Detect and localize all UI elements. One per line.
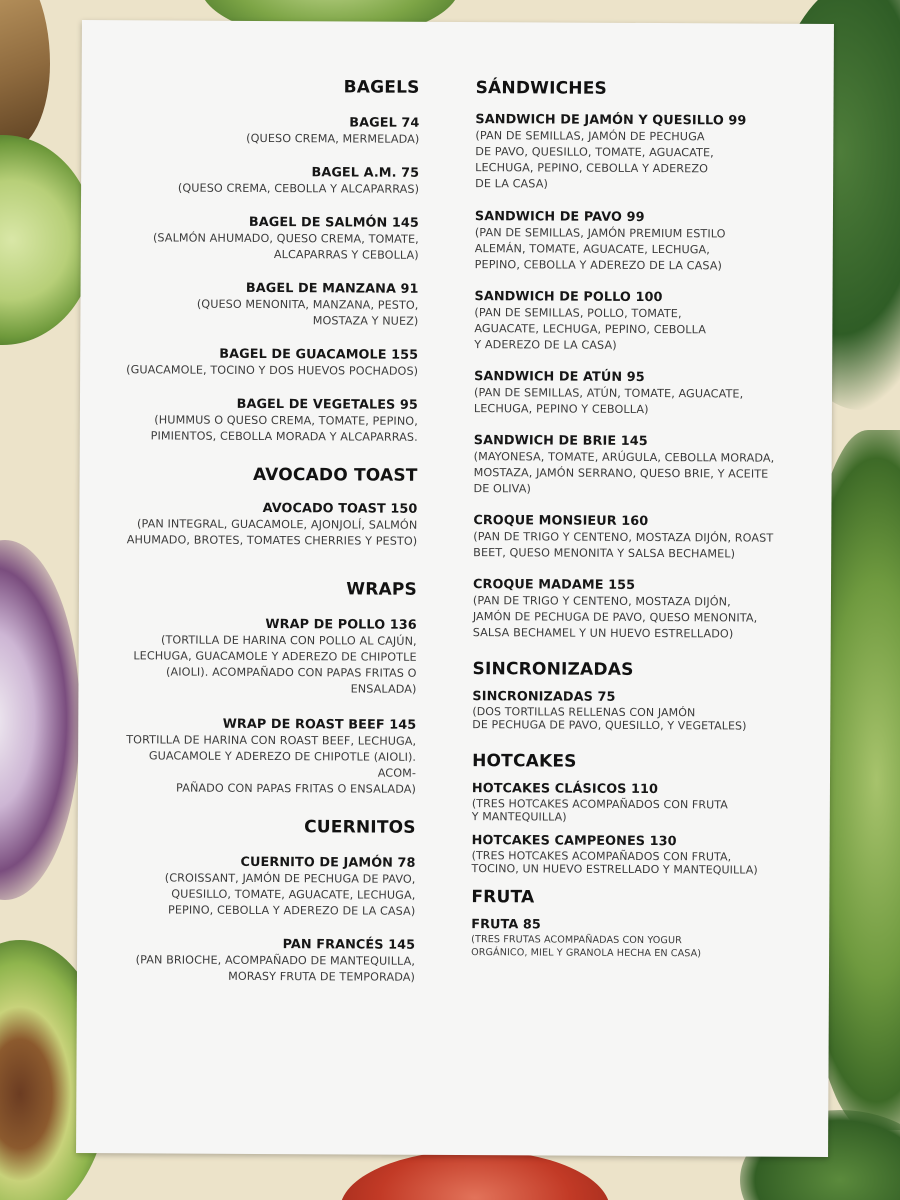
- menu-item-description: (GUACAMOLE, TOCINO Y DOS HUEVOS POCHADOS): [126, 363, 419, 378]
- menu-item: [117, 500, 417, 550]
- menu-item-name: HOTCAKES CLÁSICOS 110: [471, 781, 659, 798]
- menu-item-description: (PAN DE SEMILLAS, POLLO, TOMATE, AGUACATE, LECHUGA, PEPINO, CEBOLLA Y ADEREZO DE LA CASA): [474, 306, 707, 352]
- menu-item-name: BAGEL DE GUACAMOLE 155: [219, 346, 419, 363]
- menu-item: [118, 280, 418, 330]
- menu-item-name: WRAP DE POLLO 136: [265, 617, 417, 633]
- menu-item-name: BAGEL 74: [349, 115, 420, 131]
- menu-item: [473, 433, 803, 499]
- menu-item-description: (TORTILLA DE HARINA CON POLLO AL CAJÚN, LECHUGA, GUACAMOLE Y ADEREZO DE CHIPOTLE (AIOLI). ACOMPAÑADO CON PAPAS FRITAS O ENSALADA): [133, 633, 417, 696]
- tomato-illustration: [340, 1150, 610, 1200]
- menu-item: [472, 781, 802, 825]
- menu-item-name: SINCRONIZADAS 75: [472, 689, 616, 705]
- menu-item-description: (PAN BRIOCHE, ACOMPAÑADO DE MANTEQUILLA, MORASY FRUTA DE TEMPORADA): [135, 953, 416, 984]
- menu-item-description: (QUESO CREMA, CEBOLLA Y ALCAPARRAS): [177, 181, 420, 196]
- menu-item-name: SANDWICH DE ATÚN 95: [474, 369, 645, 385]
- red-onion-illustration: [0, 540, 80, 900]
- menu-item-description: (CROISSANT, JAMÓN DE PECHUGA DE PAVO, QUESILLO, TOMATE, AGUACATE, LECHUGA, PEPINO, CEBOLLA Y ADEREZO DE LA CASA): [164, 871, 416, 918]
- section-title-sincronizadas: SINCRONIZADAS: [472, 659, 634, 680]
- menu-item-name: SANDWICH DE JAMÓN Y QUESILLO 99: [475, 112, 747, 129]
- menu-item: [473, 513, 803, 563]
- menu-item-name: SANDWICH DE BRIE 145: [473, 433, 648, 450]
- menu-right-column: [471, 78, 806, 961]
- menu-item: [473, 577, 803, 643]
- menu-item: [118, 346, 418, 380]
- menu-item-name: CROQUE MADAME 155: [472, 577, 636, 593]
- menu-item-description: (PAN DE SEMILLAS, JAMÓN PREMIUM ESTILO ALEMÁN, TOMATE, AGUACATE, LECHUGA, PEPINO, CEBOLLA Y ADEREZO DE LA CASA): [474, 226, 726, 273]
- menu-item: [119, 164, 419, 198]
- menu-item-name: BAGEL A.M. 75: [311, 165, 420, 181]
- menu-item-description: (PAN DE SEMILLAS, JAMÓN DE PECHUGA DE PAVO, QUESILLO, TOMATE, AGUACATE, LECHUGA, PEPINO, CEBOLLA Y ADEREZO DE LA CASA): [475, 129, 714, 191]
- menu-item-name: WRAP DE ROAST BEEF 145: [222, 716, 417, 733]
- menu-item-name: FRUTA 85: [471, 917, 541, 933]
- menu-item: [471, 833, 801, 877]
- menu-item-description: (PAN DE SEMILLAS, ATÚN, TOMATE, AGUACATE, LECHUGA, PEPINO Y CEBOLLA): [473, 386, 744, 417]
- menu-item: [475, 209, 805, 275]
- menu-item-name: BAGEL DE MANZANA 91: [245, 280, 419, 297]
- menu-item-name: BAGEL DE VEGETALES 95: [236, 396, 418, 413]
- menu-item-description: (QUESO MENONITA, MANZANA, PESTO, MOSTAZA Y NUEZ): [196, 297, 419, 328]
- menu-item-description: (QUESO CREMA, MERMELADA): [246, 131, 420, 146]
- menu-item: [118, 396, 418, 446]
- menu-item: [475, 112, 805, 194]
- menu-item-description: (TRES HOTCAKES ACOMPAÑADOS CON FRUTA Y MANTEQUILLA): [471, 797, 728, 824]
- menu-item-description: TORTILLA DE HARINA CON ROAST BEEF, LECHUGA, GUACAMOLE Y ADEREZO DE CHIPOTLE (AIOLI). ACOM- PAÑADO CON PAPAS FRITAS O ENSALADA): [126, 733, 417, 796]
- menu-item-name: BAGEL DE SALMÓN 145: [248, 214, 419, 231]
- menu-item-description: (PAN DE TRIGO Y CENTENO, MOSTAZA DIJÓN, JAMÓN DE PECHUGA DE PAVO, QUESO MENONITA, SALSA BECHAMEL Y UN HUEVO ESTRELLADO): [472, 594, 758, 641]
- menu-item-description: (PAN DE TRIGO Y CENTENO, MOSTAZA DIJÓN, ROAST BEET, QUESO MENONITA Y SALSA BECHAMEL): [473, 530, 774, 561]
- menu-item-name: PAN FRANCÉS 145: [282, 937, 416, 953]
- menu-item: [474, 289, 804, 355]
- menu-item-description: (TRES HOTCAKES ACOMPAÑADOS CON FRUTA, TOCINO, UN HUEVO ESTRELLADO Y MANTEQUILLA): [471, 849, 758, 877]
- menu-item: [119, 114, 419, 148]
- menu-item: [119, 214, 419, 264]
- menu-item-description: (PAN INTEGRAL, GUACAMOLE, AJONJOLÍ, SALMÓN AHUMADO, BROTES, TOMATES CHERRIES Y PESTO): [126, 517, 418, 548]
- section-title-fruta: FRUTA: [471, 887, 535, 908]
- menu-page: [76, 20, 834, 1157]
- menu-item: [116, 716, 416, 798]
- section-title-sandwiches: SÁNDWICHES: [475, 78, 608, 99]
- menu-item-name: AVOCADO TOAST 150: [262, 500, 418, 517]
- menu-item: [115, 936, 415, 986]
- menu-item-description: (SALMÓN AHUMADO, QUESO CREMA, TOMATE, ALCAPARRAS Y CEBOLLA): [152, 231, 419, 262]
- menu-item-name: CUERNITO DE JAMÓN 78: [240, 854, 416, 871]
- menu-item-name: SANDWICH DE PAVO 99: [474, 209, 645, 225]
- menu-item: [115, 854, 415, 920]
- menu-item: [472, 689, 802, 733]
- section-title-avocado-toast: AVOCADO TOAST: [252, 464, 418, 486]
- menu-left-column: [115, 76, 420, 986]
- menu-item-description: (HUMMUS O QUESO CREMA, TOMATE, PEPINO, PIMIENTOS, CEBOLLA MORADA Y ALCAPARRAS.: [150, 413, 418, 444]
- bread-illustration: [0, 0, 50, 150]
- section-title-cuernitos: CUERNITOS: [304, 817, 416, 838]
- menu-item-name: HOTCAKES CAMPEONES 130: [471, 833, 677, 850]
- section-title-bagels: BAGELS: [343, 77, 420, 98]
- menu-item: [471, 917, 801, 961]
- menu-item: [474, 369, 804, 419]
- menu-item-description: (TRES FRUTAS ACOMPAÑADAS CON YOGUR ORGÁNICO, MIEL Y GRANOLA HECHA EN CASA): [471, 934, 702, 960]
- menu-item-name: CROQUE MONSIEUR 160: [473, 513, 649, 530]
- menu-item: [116, 616, 416, 698]
- menu-item-description: (MAYONESA, TOMATE, ARÚGULA, CEBOLLA MORADA, MOSTAZA, JAMÓN SERRANO, QUESO BRIE, Y ACEITE DE OLIVA): [473, 450, 775, 496]
- section-title-wraps: WRAPS: [346, 579, 418, 600]
- menu-item-name: SANDWICH DE POLLO 100: [474, 289, 663, 306]
- section-title-hotcakes: HOTCAKES: [472, 751, 577, 772]
- menu-item-description: (DOS TORTILLAS RELLENAS CON JAMÓN DE PECHUGA DE PAVO, QUESILLO, Y VEGETALES): [472, 705, 747, 733]
